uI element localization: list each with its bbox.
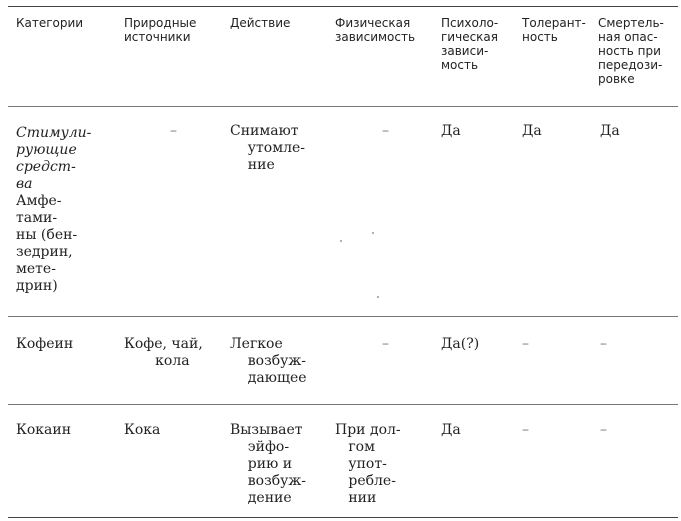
header-psychological-dependence: Психоло- гическая зависи- мость (441, 16, 499, 72)
row-lethal: – (600, 336, 607, 352)
row-physical: – (382, 123, 389, 139)
row-tolerance: – (522, 422, 529, 438)
table-bottom-rule (8, 517, 678, 518)
row-physical: При дол- гом упот- ребле- нии (335, 422, 401, 506)
row-tolerance: Да (522, 123, 542, 139)
header-bottom-rule (8, 106, 678, 107)
row-action: Снимают утомле- ние (230, 123, 306, 173)
row-source: – (170, 123, 177, 139)
header-physical-dependence: Физическая зависимость (335, 16, 416, 44)
row-lethal: – (600, 422, 607, 438)
header-natural-sources: Природные источники (124, 16, 197, 44)
scan-speck (340, 240, 342, 242)
row-category-name: Кофеин (16, 336, 74, 352)
header-tolerance: Толерант- ность (522, 16, 586, 44)
row-source: Кофе, чай, кола (124, 336, 203, 369)
row-lethal: Да (600, 123, 620, 139)
scan-speck (372, 232, 374, 234)
row-divider (8, 404, 678, 405)
table-top-rule (8, 6, 678, 7)
row-tolerance: – (522, 336, 529, 352)
row-category-title: Стимули- рующие средст- ва (16, 125, 92, 192)
row-action: Вызывает эйфо- рию и возбуж- дение (230, 422, 307, 506)
row-source: Кока (124, 422, 161, 438)
row-psychological: Да(?) (441, 336, 480, 352)
header-category: Категории (16, 16, 84, 30)
row-category-name: Амфе- тами- ны (бен- зедрин, мете- дрин) (16, 193, 78, 294)
row-psychological: Да (441, 123, 461, 139)
row-divider (8, 316, 678, 317)
row-action: Легкое возбуж- дающее (230, 336, 307, 386)
row-physical: – (382, 336, 389, 352)
row-psychological: Да (441, 422, 461, 438)
header-action: Действие (230, 16, 291, 30)
scan-speck (377, 296, 379, 298)
row-category-name: Кокаин (16, 422, 72, 438)
header-lethal-overdose: Смертель- ная опас- ность при передози- ровке (598, 16, 664, 86)
